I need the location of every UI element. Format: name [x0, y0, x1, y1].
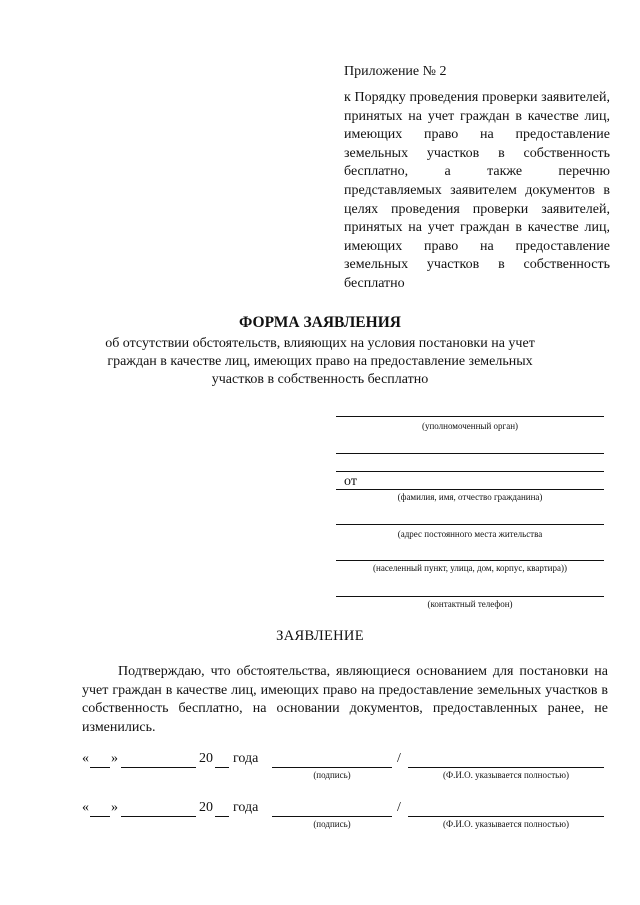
authority-input-line-2[interactable] — [336, 453, 604, 454]
full-name-caption: (Ф.И.О. указывается полностью) — [443, 770, 569, 780]
statement-title: ЗАЯВЛЕНИЕ — [276, 628, 364, 644]
date-open-quote: « — [82, 751, 89, 766]
form-subtitle-line: об отсутствии обстоятельств, влияющих на условия постановки на учет — [105, 336, 535, 351]
address-caption: (адрес постоянного места жительства — [397, 529, 543, 539]
phone-caption: (контактный телефон) — [427, 599, 513, 609]
year-input-line[interactable] — [215, 767, 229, 768]
authority-input-line[interactable] — [336, 416, 604, 417]
year-prefix: 20 — [199, 800, 213, 815]
signature-caption: (подпись) — [313, 770, 351, 780]
date-close-quote: » — [111, 800, 118, 815]
year-prefix: 20 — [199, 751, 213, 766]
full-name-caption: (Ф.И.О. указывается полностью) — [443, 819, 569, 829]
form-subtitle-line: участков в собственность бесплатно — [211, 372, 429, 387]
appendix-title: Приложение № 2 — [344, 64, 447, 79]
year-input-line[interactable] — [215, 816, 229, 817]
full-name-input-line[interactable] — [408, 767, 604, 768]
applicant-name-input-line[interactable] — [336, 489, 604, 490]
authority-input-line-3[interactable] — [336, 471, 604, 472]
form-title: ФОРМА ЗАЯВЛЕНИЯ — [239, 314, 401, 331]
signature-caption: (подпись) — [313, 819, 351, 829]
locality-caption: (населенный пункт, улица, дом, корпус, квартира)) — [373, 563, 567, 573]
locality-input-line[interactable] — [336, 560, 604, 561]
statement-body: Подтверждаю, что обстоятельства, являющиеся основанием для постановки на учет граждан в качестве лиц, имеющих право на предоставление земельных участков в собственность бесплатно, на основании документов, предоставленных ранее, не изменились. — [82, 664, 608, 736]
signature-input-line[interactable] — [272, 816, 392, 817]
day-input-line[interactable] — [90, 816, 110, 817]
day-input-line[interactable] — [90, 767, 110, 768]
address-input-line[interactable] — [336, 524, 604, 525]
applicant-name-caption: (фамилия, имя, отчество гражданина) — [397, 492, 543, 502]
month-input-line[interactable] — [121, 767, 196, 768]
from-label: от — [344, 474, 357, 489]
full-name-input-line[interactable] — [408, 816, 604, 817]
year-suffix: года — [233, 751, 259, 766]
signature-input-line[interactable] — [272, 767, 392, 768]
signature-separator: / — [397, 800, 401, 815]
year-suffix: года — [233, 800, 259, 815]
date-close-quote: » — [111, 751, 118, 766]
authority-caption: (уполномоченный орган) — [421, 421, 519, 431]
phone-input-line[interactable] — [336, 596, 604, 597]
form-subtitle-line: граждан в качестве лиц, имеющих право на предоставление земельных — [107, 354, 533, 369]
month-input-line[interactable] — [121, 816, 196, 817]
date-open-quote: « — [82, 800, 89, 815]
appendix-body: к Порядку проведения проверки заявителей, принятых на учет граждан в качестве лиц, имеющих право на предоставление земельных участков в собственность бесплатно, а также перечню представляемых заявителем документов в целях проведения проверки заявителей, принятых на учет граждан в качестве лиц, имеющих право на предоставление земельных участков в собственность бесплатно — [344, 90, 610, 291]
signature-separator: / — [397, 751, 401, 766]
